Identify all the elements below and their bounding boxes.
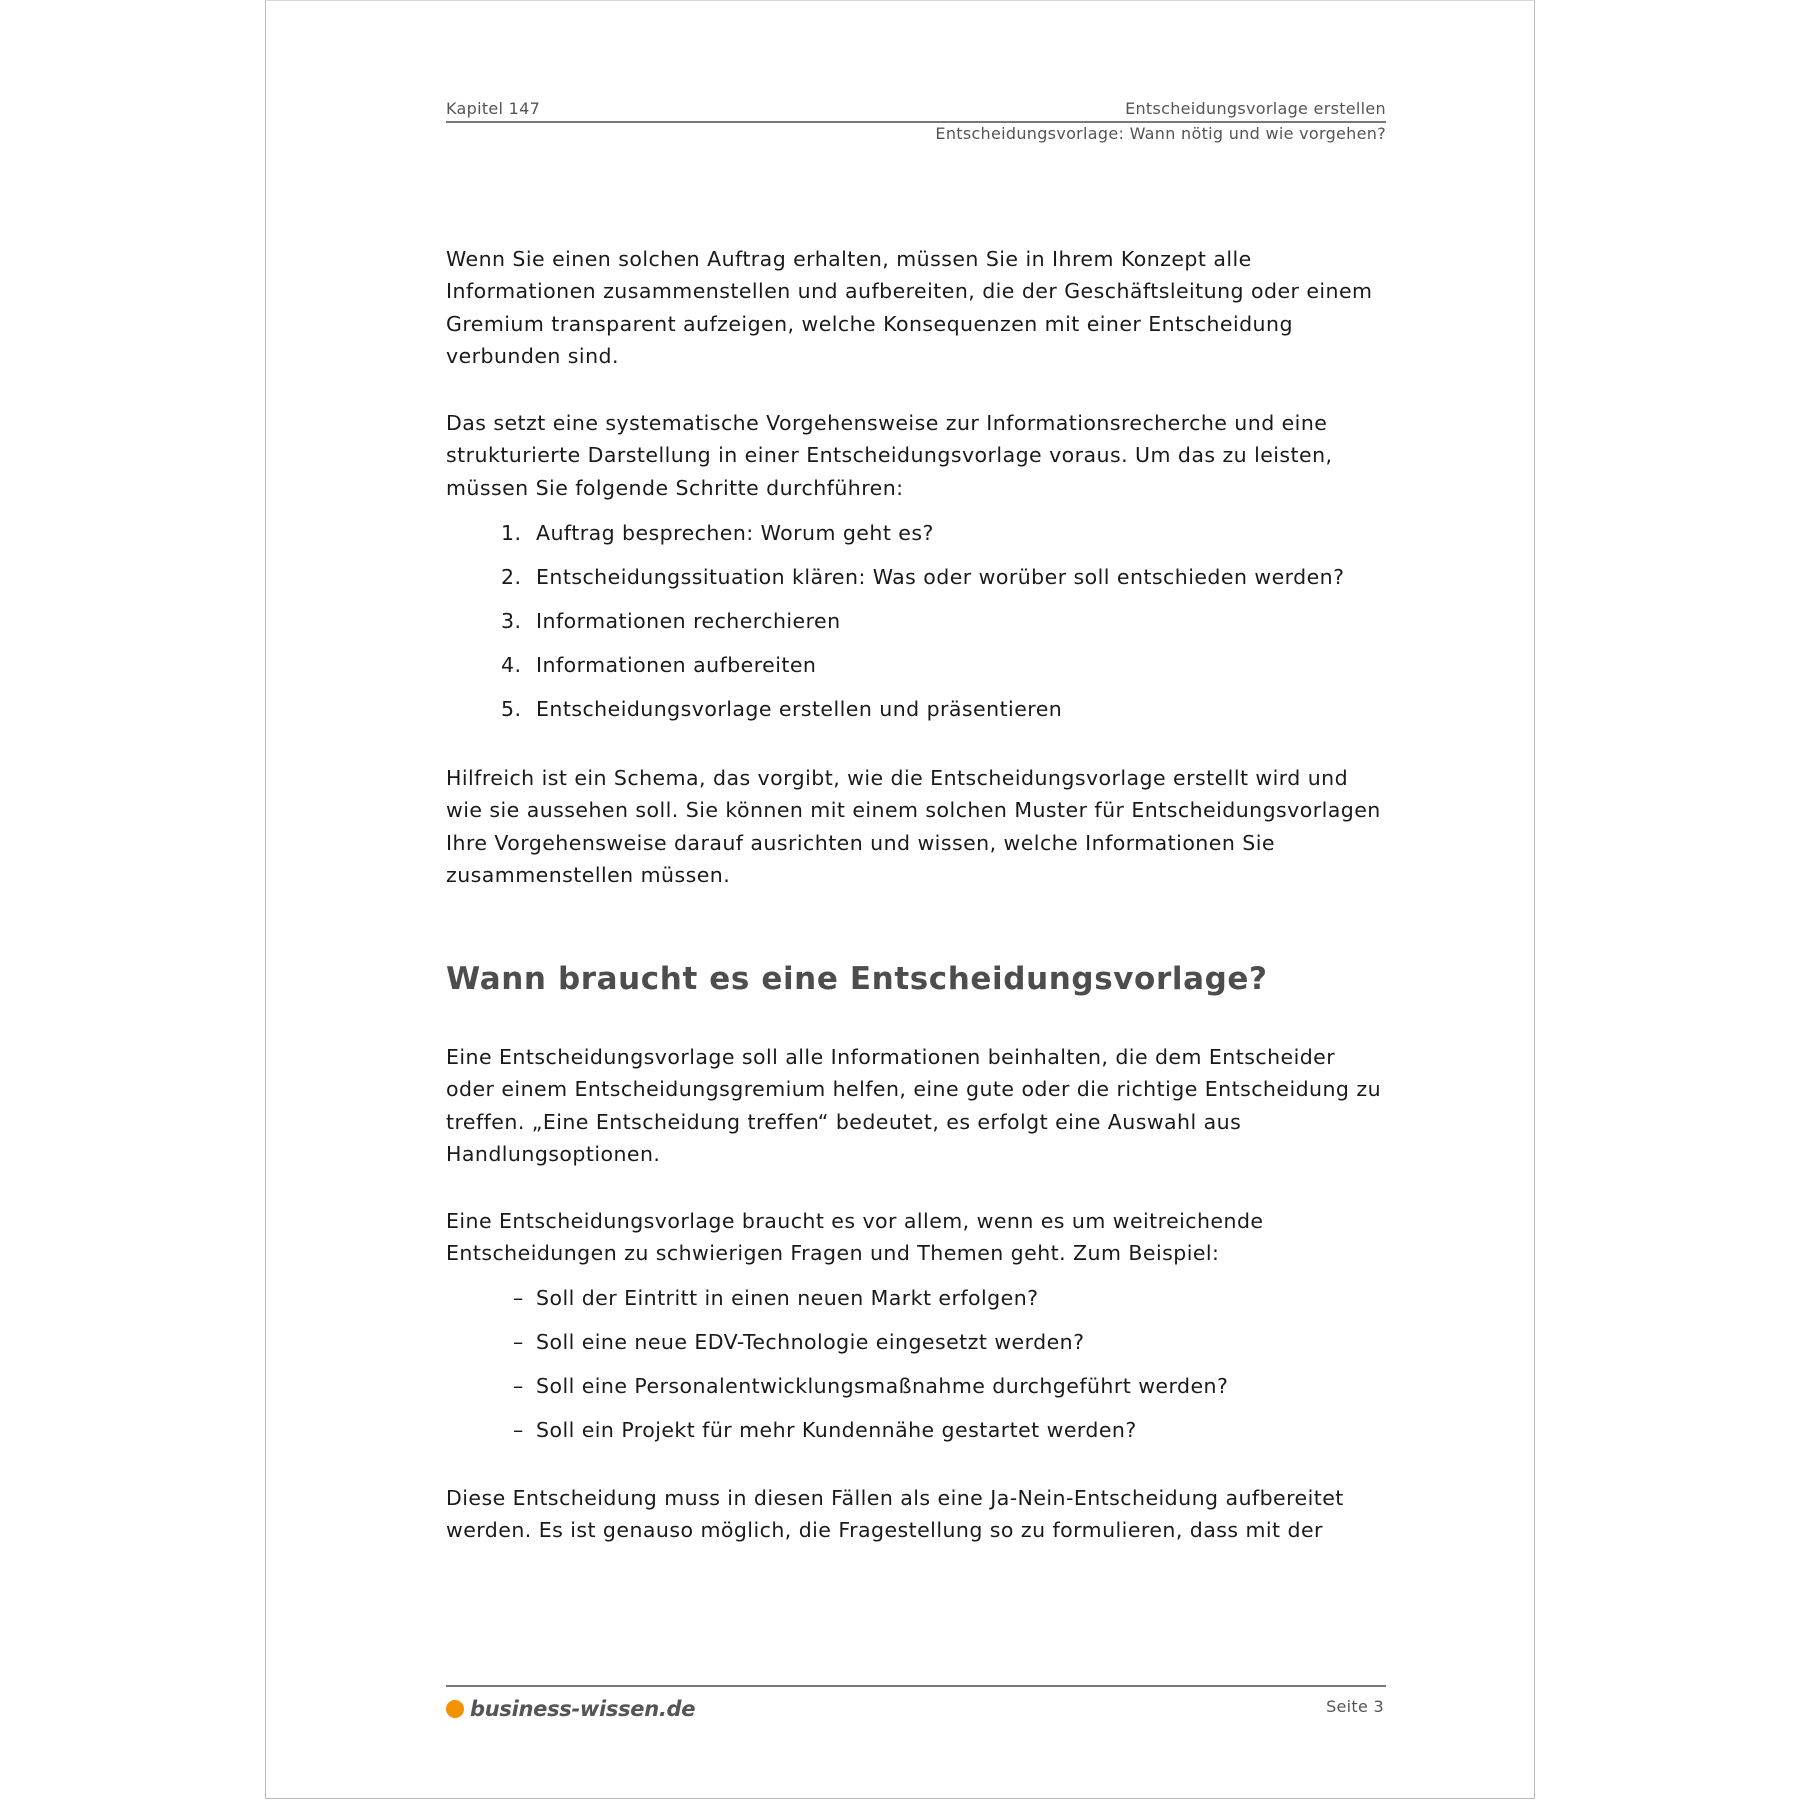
text-line: treffen. „Eine Entscheidung treffen“ bedeutet, es erfolgt eine Auswahl aus [446, 1109, 1242, 1134]
dash-marker: – [513, 1418, 524, 1442]
text-line: Hilfreich ist ein Schema, das vorgibt, wie die Entscheidungsvorlage erstellt wird und [446, 766, 1349, 790]
logo-text: business-wissen.de [470, 1697, 696, 1721]
text-line: Ihre Vorgehensweise darauf ausrichten und wissen, welche Informationen Sie [446, 830, 1275, 855]
document-page [265, 0, 1535, 1799]
business-wissen-logo [446, 1695, 695, 1723]
paragraph-5 [446, 1205, 1386, 1270]
list-item-text: Entscheidungsvorlage erstellen und präsentieren [536, 697, 1063, 721]
paragraph-6 [446, 1482, 1386, 1547]
text-line: oder einem Entscheidungsgremium helfen, eine gute oder die richtige Entscheidung zu [446, 1077, 1382, 1102]
footer-divider [446, 1685, 1386, 1687]
text-line: verbunden sind. [446, 343, 619, 368]
text-line: werden. Es ist genauso möglich, die Fragestellung so zu formulieren, dass mit der [446, 1518, 1323, 1543]
steps-list [446, 511, 1386, 731]
text-line: Eine Entscheidungsvorlage soll alle Informationen beinhalten, die dem Entscheider [446, 1045, 1336, 1069]
page-header [446, 99, 1386, 123]
text-line: Entscheidungen zu schwierigen Fragen und Themen geht. Zum Beispiel: [446, 1241, 1220, 1266]
list-item [446, 1408, 1386, 1452]
list-item-text: Entscheidungssituation klären: Was oder worüber soll entschieden werden? [536, 565, 1345, 589]
list-item-text: Soll der Eintritt in einen neuen Markt erfolgen? [536, 1286, 1039, 1310]
text-line: müssen Sie folgende Schritte durchführen: [446, 475, 904, 500]
text-line: Wenn Sie einen solchen Auftrag erhalten, müssen Sie in Ihrem Konzept alle [446, 247, 1252, 271]
text-line: Diese Entscheidung muss in diesen Fällen als eine Ja-Nein-Entscheidung aufbereitet [446, 1486, 1344, 1510]
text-line: zusammenstellen müssen. [446, 862, 731, 887]
examples-list [446, 1276, 1386, 1452]
dash-marker: – [513, 1374, 524, 1398]
list-number: 1. [501, 521, 522, 545]
paragraph-4 [446, 1041, 1386, 1170]
list-item-text: Soll eine neue EDV-Technologie eingesetzt werden? [536, 1330, 1085, 1354]
text-line: strukturierte Darstellung in einer Entscheidungsvorlage voraus. Um das zu leisten, [446, 443, 1333, 468]
list-number: 2. [501, 565, 522, 589]
dash-marker: – [513, 1286, 524, 1310]
list-item [446, 687, 1386, 731]
list-item [446, 1276, 1386, 1320]
text-line: Gremium transparent aufzeigen, welche Konsequenzen mit einer Entscheidung [446, 311, 1293, 336]
list-number: 4. [501, 653, 522, 677]
section-heading-block [446, 961, 1386, 997]
text-line: Handlungsoptionen. [446, 1141, 661, 1166]
text-line: wie sie aussehen soll. Sie können mit einem solchen Muster für Entscheidungsvorlagen [446, 798, 1381, 823]
text-line: Informationen zusammenstellen und aufbereiten, die der Geschäftsleitung oder einem [446, 279, 1373, 304]
list-item-text: Soll ein Projekt für mehr Kundennähe gestartet werden? [536, 1418, 1137, 1442]
section-heading: Wann braucht es eine Entscheidungsvorlage? [446, 961, 1268, 997]
document-subtitle: Entscheidungsvorlage: Wann nötig und wie vorgehen? [935, 124, 1386, 143]
list-item [446, 1364, 1386, 1408]
page-number: Seite 3 [1326, 1697, 1384, 1716]
chapter-label: Kapitel 147 [446, 99, 541, 118]
list-item [446, 599, 1386, 643]
list-item-text: Soll eine Personalentwicklungsmaßnahme durchgeführt werden? [536, 1374, 1229, 1398]
paragraph-3 [446, 762, 1386, 891]
text-line: Eine Entscheidungsvorlage braucht es vor allem, wenn es um weitreichende [446, 1209, 1264, 1233]
text-line: Das setzt eine systematische Vorgehensweise zur Informationsrecherche und eine [446, 411, 1328, 435]
paragraph-2 [446, 407, 1386, 504]
list-item [446, 511, 1386, 555]
list-item-text: Informationen aufbereiten [536, 653, 817, 677]
list-item-text: Informationen recherchieren [536, 609, 841, 633]
dash-marker: – [513, 1330, 524, 1354]
list-item [446, 643, 1386, 687]
list-number: 5. [501, 697, 522, 721]
list-item [446, 555, 1386, 599]
list-number: 3. [501, 609, 522, 633]
paragraph-1 [446, 243, 1386, 372]
document-title: Entscheidungsvorlage erstellen [1125, 99, 1386, 118]
list-item [446, 1320, 1386, 1364]
list-item-text: Auftrag besprechen: Worum geht es? [536, 521, 934, 545]
logo-dot-icon [446, 1700, 464, 1718]
